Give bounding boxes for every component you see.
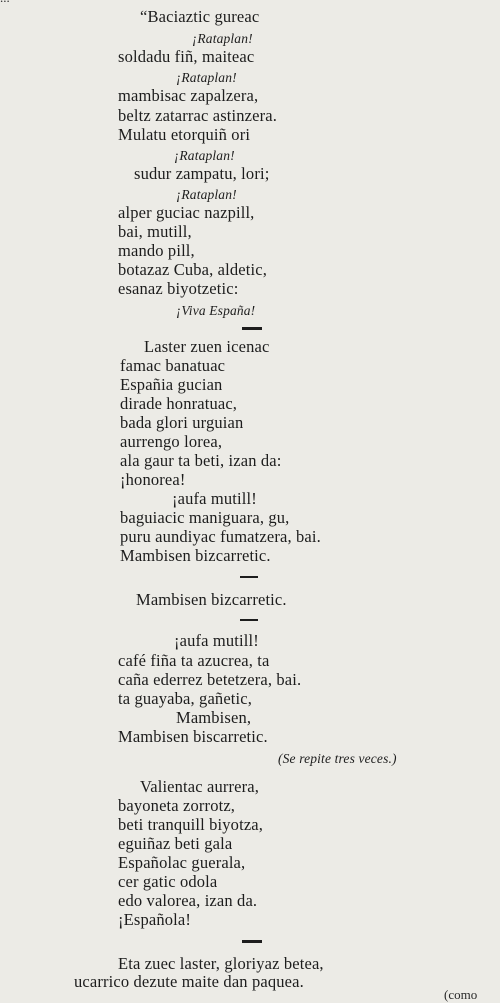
- poem-line: ¡aufa mutill!: [174, 631, 259, 650]
- poem-line: alper guciac nazpill,: [118, 203, 255, 222]
- poem-line: ¡Española!: [118, 910, 191, 929]
- closing-line: ucarrico dezute maite dan paquea.: [74, 972, 304, 991]
- section-divider: [240, 619, 258, 621]
- poem-line: caña ederrez betetzera, bai.: [118, 670, 302, 689]
- poem-line: beti tranquill biyotza,: [118, 815, 264, 834]
- poem-line: mambisac zapalzera,: [118, 86, 259, 105]
- poem-line: Españolac guerala,: [118, 853, 246, 872]
- bottom-fragment: (como: [444, 987, 478, 1002]
- poem-line: Mambisen,: [176, 708, 252, 727]
- section-divider: [240, 576, 258, 578]
- poem-line: ¡honorea!: [120, 470, 186, 489]
- poem-line: sudur zampatu, lori;: [134, 164, 270, 183]
- section-divider: [242, 940, 262, 943]
- poem-line: bayoneta zorrotz,: [118, 796, 236, 815]
- poem-line: ala gaur ta beti, izan da:: [120, 451, 282, 470]
- poem-line: soldadu fiñ, maiteac: [118, 47, 255, 66]
- poem-line: café fiña ta azucrea, ta: [118, 651, 270, 670]
- poem-line: edo valorea, izan da.: [118, 891, 258, 910]
- poem-line: Laster zuen icenac: [144, 337, 270, 356]
- poem-line: Mulatu etorquiñ ori: [118, 125, 251, 144]
- poem-line: Españia gucian: [120, 375, 223, 394]
- top-fragment: [0, 0, 10, 6]
- poem-line: “Baciaztic gureac: [140, 7, 260, 26]
- poem-line: Mambisen biscarretic.: [118, 727, 268, 746]
- poem-line: ¡Rataplan!: [174, 148, 235, 163]
- poem-line: baguiacic maniguara, gu,: [120, 508, 290, 527]
- poem-line: ¡Rataplan!: [176, 70, 237, 85]
- poem-line: ¡Rataplan!: [176, 187, 237, 202]
- poem-line: eguiñaz beti gala: [118, 834, 233, 853]
- refrain-line: Mambisen bizcarretic.: [136, 590, 287, 609]
- poem-line: botazaz Cuba, aldetic,: [118, 260, 267, 279]
- repeat-note: (Se repite tres veces.): [278, 751, 397, 766]
- poem-line: Valientac aurrera,: [140, 777, 260, 796]
- poem-line: mando pill,: [118, 241, 195, 260]
- poem-line: Mambisen bizcarretic.: [120, 546, 271, 565]
- poem-line: beltz zatarrac astinzera.: [118, 106, 278, 125]
- poem-line: puru aundiyac fumatzera, bai.: [120, 527, 321, 546]
- poem-line: bai, mutill,: [118, 222, 192, 241]
- section-divider: [242, 327, 262, 330]
- poem-line: ¡Viva España!: [176, 303, 256, 318]
- poem-line: dirade honratuac,: [120, 394, 238, 413]
- closing-line: Eta zuec laster, gloriyaz betea,: [118, 954, 324, 973]
- poem-line: cer gatic odola: [118, 872, 218, 891]
- poem-line: aurrengo lorea,: [120, 432, 223, 451]
- poem-line: famac banatuac: [120, 356, 226, 375]
- poem-line: ¡aufa mutill!: [172, 489, 257, 508]
- poem-line: bada glori urguian: [120, 413, 244, 432]
- poem-line: ta guayaba, gañetic,: [118, 689, 253, 708]
- poem-line: esanaz biyotzetic:: [118, 279, 239, 298]
- poem-line: ¡Rataplan!: [192, 31, 253, 46]
